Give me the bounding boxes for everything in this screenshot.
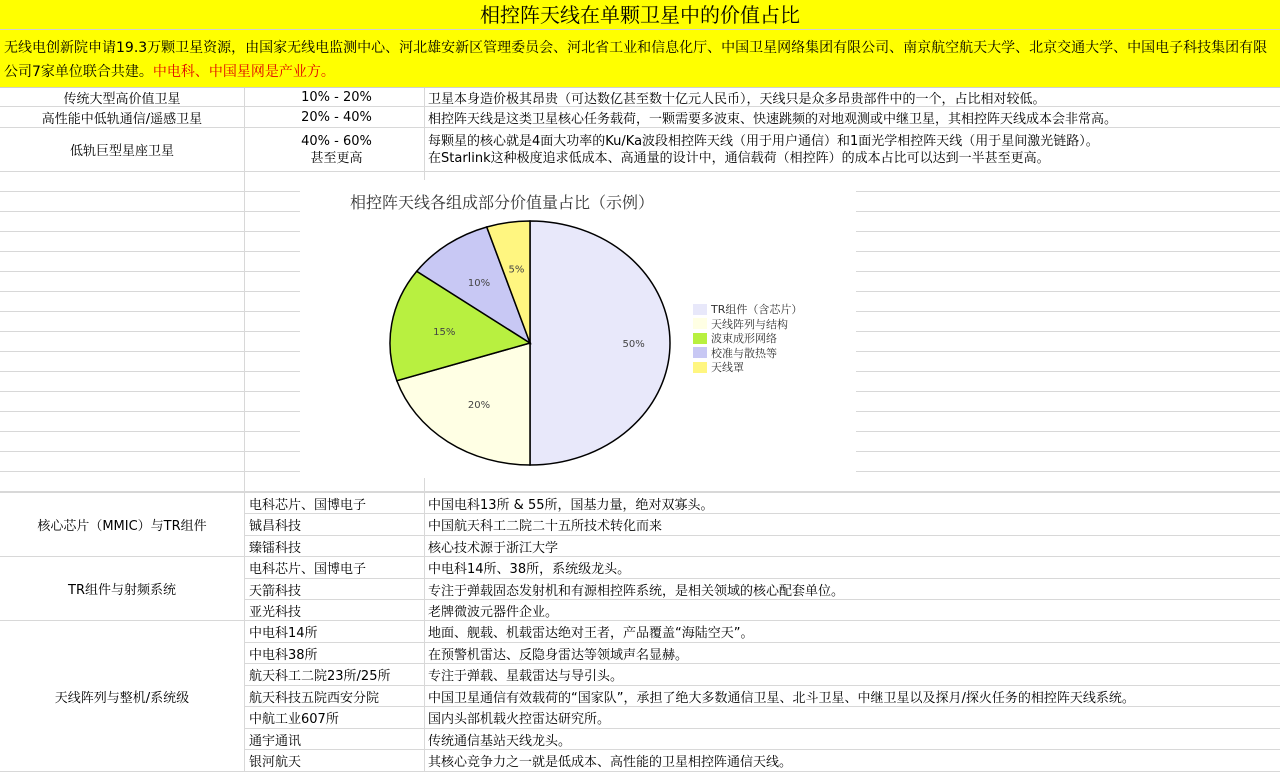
legend-swatch xyxy=(693,362,707,373)
company-desc: 其核心竞争力之一就是低成本、高性能的卫星相控阵通信天线。 xyxy=(428,755,793,770)
value-desc xyxy=(425,128,1280,171)
empty-cell xyxy=(0,412,245,431)
value-desc: 卫星本身造价极其昂贵（可达数亿甚至数十亿元人民币），天线只是众多昂贵部件中的一个，占比相对较低。 xyxy=(428,91,1046,107)
legend-item xyxy=(693,302,802,317)
intro-text xyxy=(0,30,1280,88)
company-name: 中航工业607所 xyxy=(245,707,425,728)
company-desc: 中电科14所、38所，系统级龙头。 xyxy=(428,562,631,577)
slice-label: 50% xyxy=(622,339,645,350)
category-cell: 核心芯片（MMIC）与TR组件 xyxy=(0,493,245,557)
legend-label: 波束成形网络 xyxy=(711,332,777,346)
company-name: 天箭科技 xyxy=(245,579,425,599)
company-desc: 传统通信基站天线龙头。 xyxy=(428,733,572,749)
slice-label: 5% xyxy=(508,264,525,276)
legend-label: 校准与散热等 xyxy=(711,346,777,360)
intro-highlight: 中电科、中国星网是产业方。 xyxy=(152,64,335,80)
legend-label: 天线罩 xyxy=(711,361,744,375)
company-desc: 专注于弹载固态发射机和有源相控阵系统，是相关领域的核心配套单位。 xyxy=(428,583,845,599)
empty-cell xyxy=(0,392,245,411)
company-name: 臻镭科技 xyxy=(245,536,425,556)
value-share: 20% - 40% xyxy=(245,107,425,127)
value-row xyxy=(0,128,1280,172)
share-range: 40% - 60% xyxy=(301,133,372,149)
company-name: 铖昌科技 xyxy=(245,514,425,535)
company-desc: 核心技术源于浙江大学 xyxy=(428,540,559,556)
value-row xyxy=(0,88,1280,107)
intro-body: 无线电创新院申请19.3万颗卫星资源，由国家无线电监测中心、河北雄安新区管理委员会、河北省工业和信息化厅、中国卫星网络集团有限公司、南京航空航天大学、北京交通大学、中国电子科技集团有限公司7家单位联合共建。 xyxy=(4,40,1268,80)
pie-chart xyxy=(300,180,856,478)
category-cell: 天线阵列与整机/系统级 xyxy=(0,621,245,772)
slice-label: 20% xyxy=(467,400,491,412)
empty-cell xyxy=(0,272,245,291)
empty-cell xyxy=(0,292,245,311)
legend-item xyxy=(693,317,802,332)
company-desc: 老牌微波元器件企业。 xyxy=(428,604,559,620)
company-desc: 专注于弹载、星载雷达与导引头。 xyxy=(428,669,624,684)
satellite-type: 低轨巨型星座卫星 xyxy=(0,128,245,171)
company-name: 航天科技五院西安分院 xyxy=(245,686,425,706)
legend-swatch xyxy=(693,318,707,329)
value-share xyxy=(245,128,425,171)
desc-line: 在Starlink这种极度追求低成本、高通量的设计中，通信载荷（相控阵）的成本占比可以达到一半甚至更高。 xyxy=(428,150,1050,166)
empty-cell xyxy=(0,252,245,271)
legend-swatch xyxy=(693,304,707,315)
empty-cell xyxy=(0,172,245,191)
slice-label: 10% xyxy=(467,277,491,289)
empty-cell xyxy=(0,312,245,331)
empty-cell xyxy=(0,372,245,391)
empty-cell xyxy=(0,232,245,251)
company-name: 通宇通讯 xyxy=(245,729,425,749)
value-share: 10% - 20% xyxy=(245,88,425,106)
legend-item xyxy=(693,360,802,375)
share-note: 甚至更高 xyxy=(310,150,363,166)
company-name: 电科芯片、国博电子 xyxy=(245,557,425,578)
empty-cell xyxy=(0,352,245,371)
pie-slice xyxy=(530,221,670,465)
company-desc: 中国卫星通信有效载荷的“国家队”，承担了绝大多数通信卫星、北斗卫星、中继卫星以及探月/探火任务的相控阵天线系统。 xyxy=(428,690,1135,706)
legend-label: TR组件（含芯片） xyxy=(711,303,803,317)
legend-swatch xyxy=(693,333,707,344)
desc-line: 每颗星的核心就是4面大功率的Ku/Ka波段相控阵天线（用于用户通信）和1面光学相控阵天线（用于星间激光链路）。 xyxy=(428,133,1099,149)
company-desc: 中国航天科工二院二十五所技术转化而来 xyxy=(428,519,663,534)
company-desc: 国内头部机载火控雷达研究所。 xyxy=(428,712,611,727)
slice-label: 15% xyxy=(433,327,456,339)
value-desc: 相控阵天线是这类卫星核心任务载荷，一颗需要多波束、快速跳频的对地观测或中继卫星，其相控阵天线成本会非常高。 xyxy=(428,111,1118,127)
satellite-type: 高性能中低轨通信/遥感卫星 xyxy=(0,107,245,127)
empty-cell xyxy=(0,212,245,231)
empty-cell xyxy=(0,472,245,491)
empty-cell xyxy=(0,452,245,471)
company-desc: 中国电科13所 & 55所，国基力量，绝对双寡头。 xyxy=(428,497,714,513)
legend-swatch xyxy=(693,347,707,358)
company-name: 电科芯片、国博电子 xyxy=(245,493,425,513)
legend-label: 天线阵列与结构 xyxy=(711,317,788,331)
empty-cell xyxy=(0,432,245,451)
satellite-type: 传统大型高价值卫星 xyxy=(0,88,245,106)
company-name: 亚光科技 xyxy=(245,600,425,620)
legend-item xyxy=(693,331,802,346)
chart-legend xyxy=(693,302,802,375)
company-desc: 在预警机雷达、反隐身雷达等领域声名显赫。 xyxy=(428,647,689,663)
company-name: 航天科工二院23所/25所 xyxy=(245,664,425,685)
empty-cell xyxy=(0,332,245,351)
legend-item xyxy=(693,346,802,361)
chart-title: 相控阵天线各组成部分价值量占比（示例） xyxy=(350,193,655,212)
company-name: 中电科14所 xyxy=(245,621,425,642)
empty-cell xyxy=(0,192,245,211)
company-name: 银河航天 xyxy=(245,750,425,771)
category-cell: TR组件与射频系统 xyxy=(0,557,245,621)
value-row xyxy=(0,107,1280,128)
sheet-title: 相控阵天线在单颗卫星中的价值占比 xyxy=(0,0,1280,30)
company-name: 中电科38所 xyxy=(245,643,425,663)
company-desc: 地面、舰载、机载雷达绝对王者，产品覆盖“海陆空天”。 xyxy=(428,626,754,641)
